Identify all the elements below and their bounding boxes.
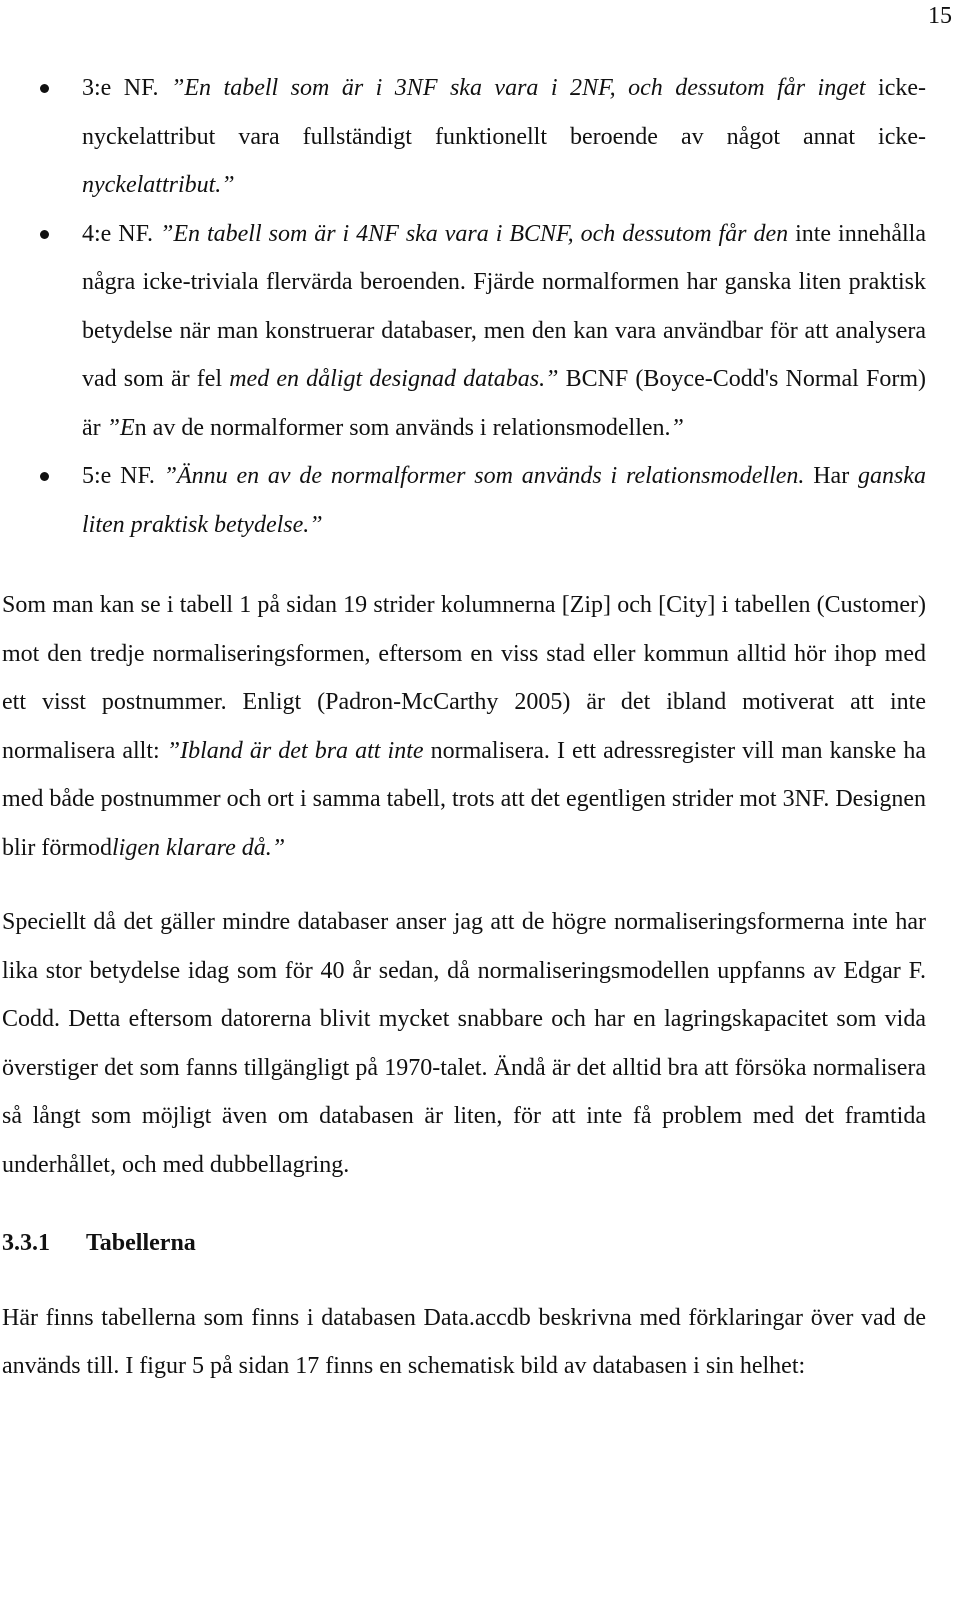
bullet-icon: [40, 84, 49, 93]
page-number: 15: [928, 3, 952, 29]
list-item-text: [82, 221, 926, 441]
section-number: 3.3.1: [2, 1230, 50, 1256]
list-item-4nf: [2, 210, 926, 453]
text-run: 5:e NF.: [82, 463, 164, 489]
text-run: 3:e NF.: [82, 75, 172, 101]
list-item-5nf: [2, 452, 926, 549]
text-run: icke-nyckelattribut vara fullständigt funktionellt beroende av något annat icke-: [82, 75, 927, 150]
normal-form-list: [2, 64, 926, 549]
section-heading: [2, 1219, 926, 1268]
list-item-text: [82, 463, 926, 538]
text-run-italic: ”Ännu en av de normalformer som används i relationsmodellen.: [163, 463, 814, 489]
paragraph-small-databases: [2, 898, 926, 1189]
text-run-italic: med en dåligt designad databas.”: [229, 366, 559, 392]
text-run-italic: ganska liten praktisk betydelse.”: [82, 463, 926, 538]
text-run-italic: ”Ibland är det bra att inte: [166, 737, 431, 764]
text-run: BCNF (Boyce-Codd's Normal Form) är: [82, 366, 926, 441]
paragraph-tables-intro: Här finns tabellerna som finns i databasen Data.accdb beskrivna med förklaringar över vad de används till. I figur 5 på sidan 17 finns en schematisk bild av databasen i sin helhet:: [2, 1304, 926, 1379]
text-run: 4:e NF.: [82, 220, 161, 247]
text-run: Har: [813, 463, 858, 489]
list-item-text: [82, 75, 926, 198]
text-run: Som man kan se i tabell 1 på sidan 19 strider kolumnerna [Zip] och [City] i tabellen (Customer) mot den tredje normaliseringsformen, eftersom en viss stad eller kommun alltid hör ihop med ett visst postnummer. Enligt (Padron-McCarthy 2005) är det ibland motiverat att inte normalisera allt:: [2, 592, 926, 764]
text-run: inte innehålla några icke-triviala flervärda beroenden. Fjärde normalformen har ganska liten praktisk betydelse när man konstruerar databaser, men den kan vara användbar för att analysera vad som är fel: [82, 220, 926, 392]
bullet-icon: [40, 230, 49, 239]
text-run: Speciellt då det gäller mindre databaser anser jag att de högre normaliseringsformerna inte har lika stor betydelse idag som för 40 år sedan, då normaliseringsmodellen uppfanns av Edgar F. Codd. Detta eftersom datorerna blivit mycket snabbare och har en lagringskapacitet som vida överstiger det som fanns tillgängligt på 1970-talet. Ändå är det alltid bra att försöka normalisera så långt som möjligt även om databasen är liten, för att inte få problem med det framtida underhållet, och med dubbellagring.: [2, 909, 926, 1178]
text-run: n av de normalformer som används i relationsmodellen.: [134, 414, 671, 441]
text-run-italic: ”E: [106, 414, 135, 441]
text-run-italic: nyckelattribut.”: [82, 172, 235, 198]
list-item-3nf: [2, 64, 926, 210]
paragraph-normalization-example: [2, 581, 926, 872]
text-run-italic: ”En tabell som är i 4NF ska vara i BCNF, och dessutom får den: [160, 220, 796, 247]
text-run-italic: ”: [670, 414, 684, 441]
text-run-italic: ligen klarare då.”: [111, 834, 286, 861]
section-title: Tabellerna: [86, 1230, 196, 1256]
bullet-icon: [40, 472, 49, 481]
text-run-italic: ”En tabell som är i 3NF ska vara i 2NF, och dessutom får inget: [171, 75, 879, 101]
text-run: normalisera. I ett adressregister vill man kanske ha med både postnummer och ort i samma tabell, trots att det egentligen strider mot 3NF. Designen blir förmod: [2, 737, 927, 861]
page-content: [2, 64, 926, 1415]
